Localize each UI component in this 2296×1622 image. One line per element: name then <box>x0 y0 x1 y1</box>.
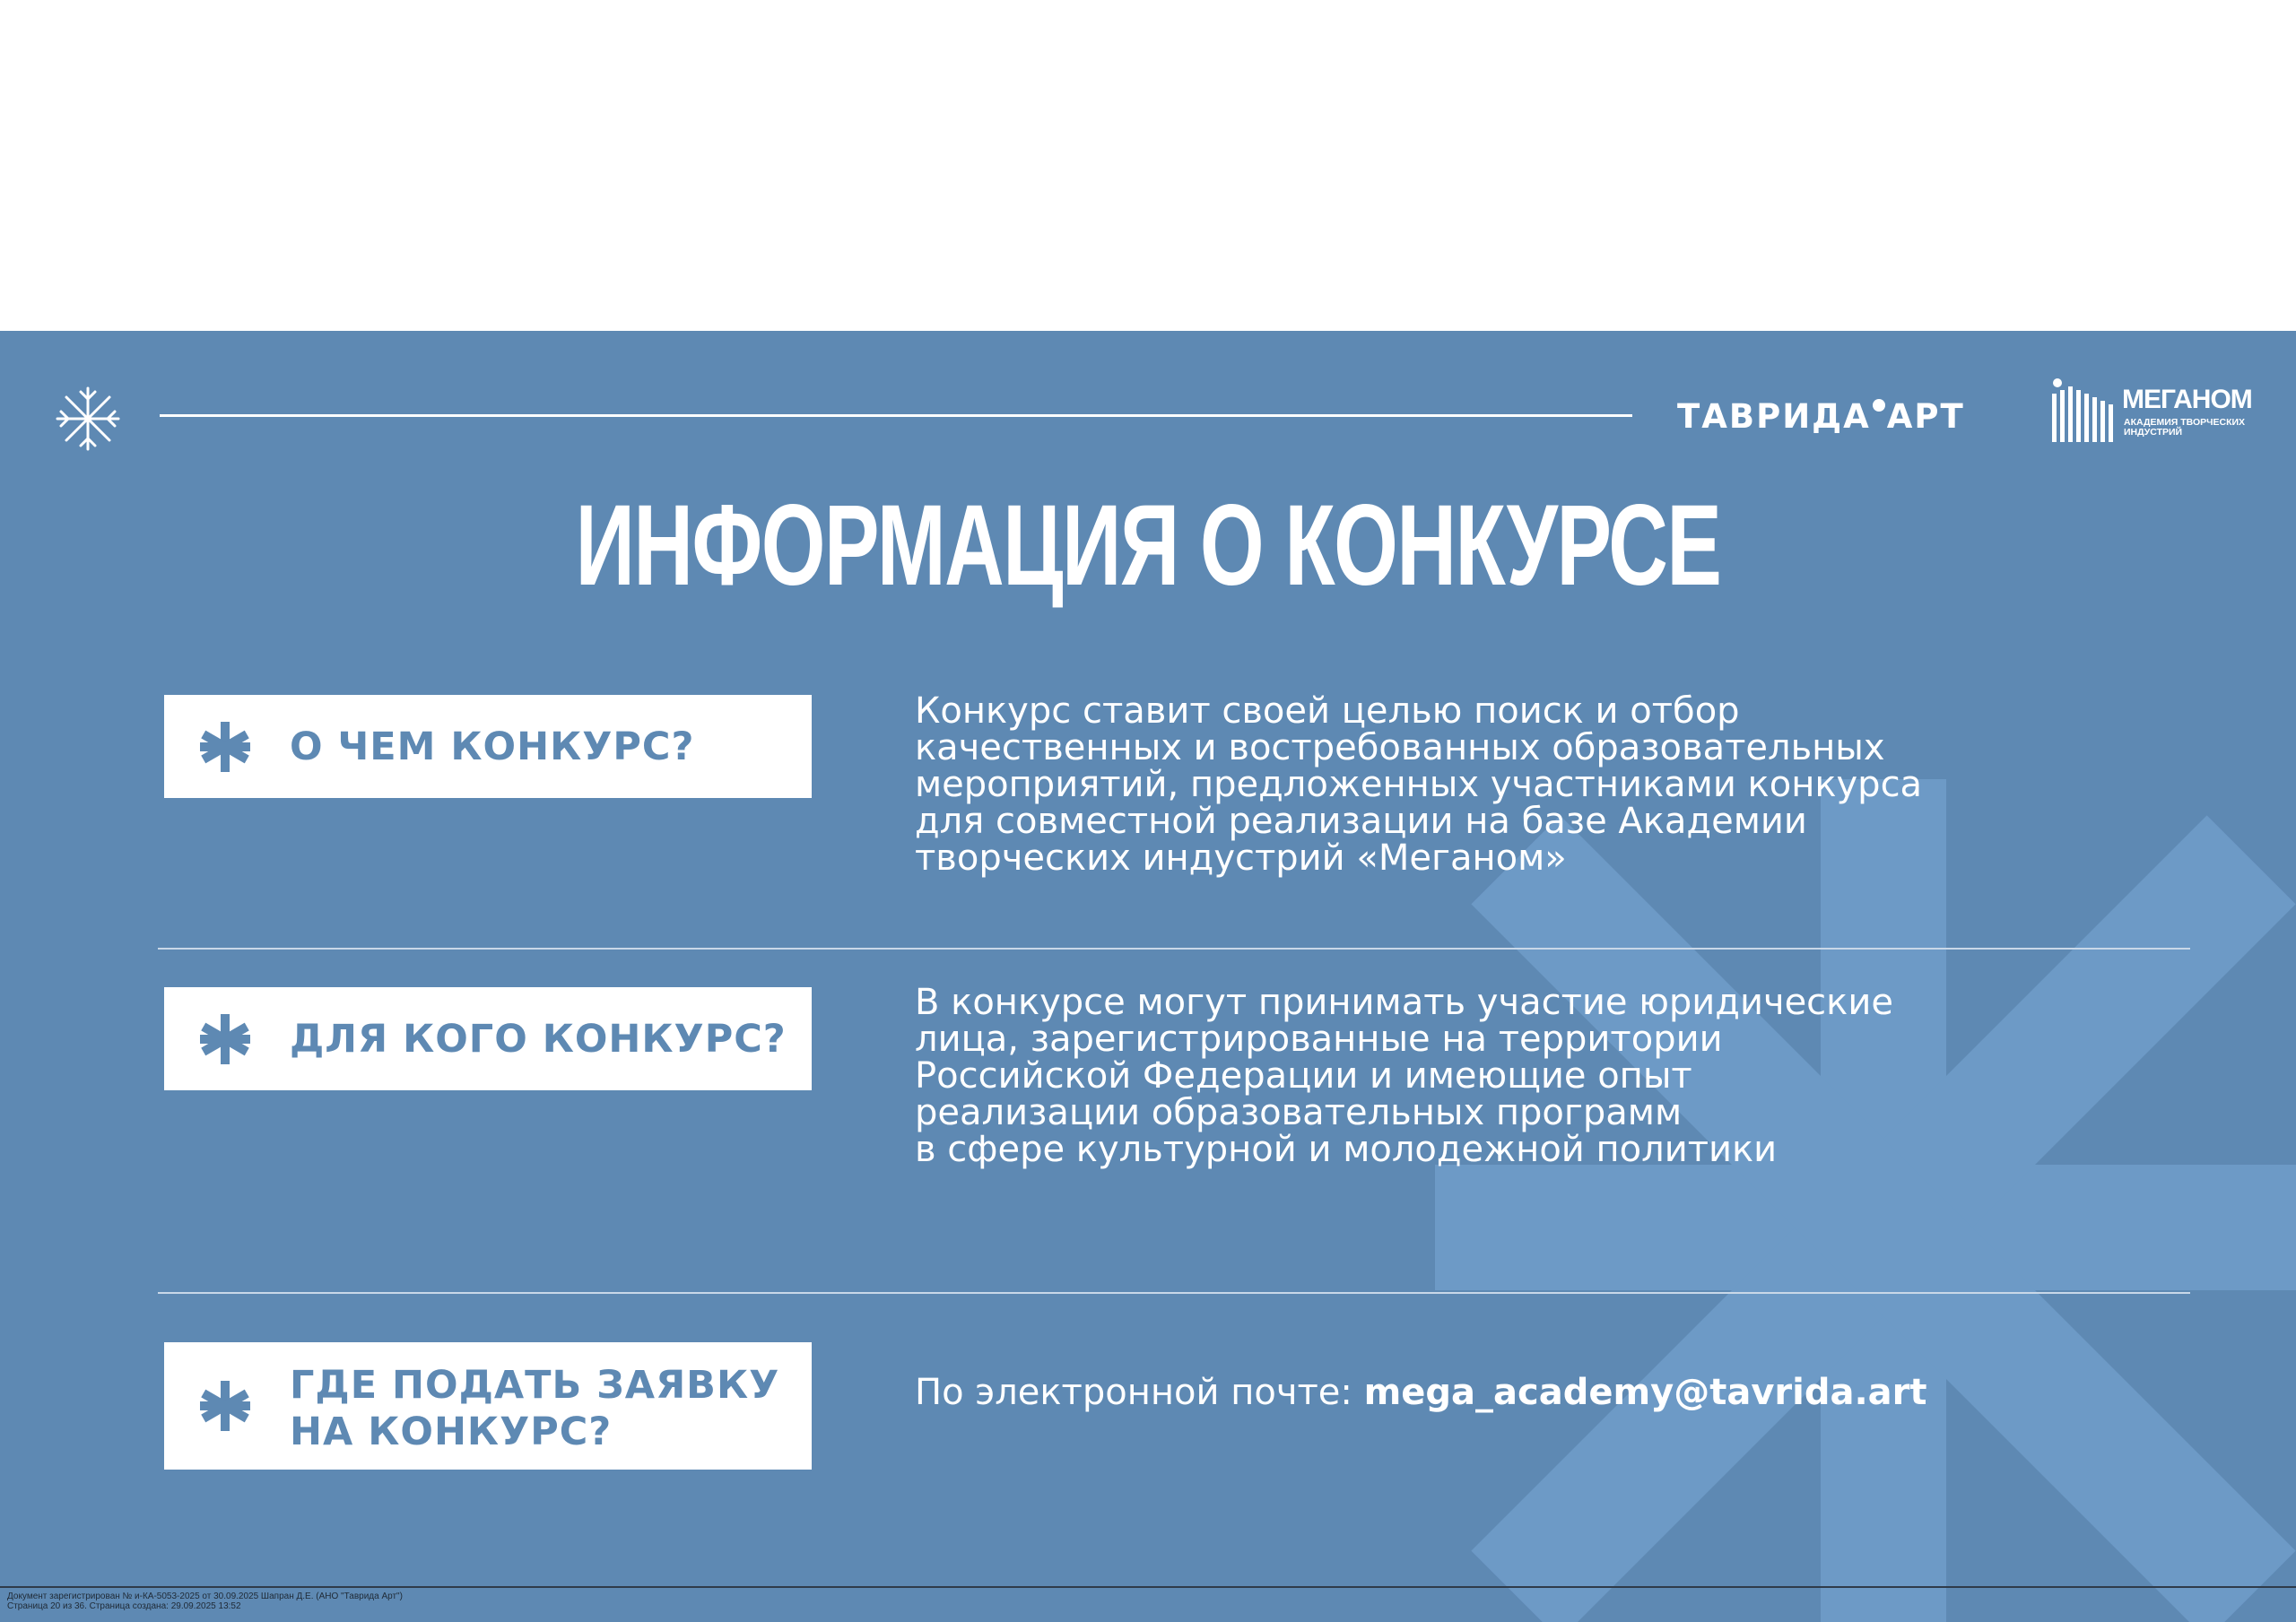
asterisk-icon <box>198 1012 252 1066</box>
info-slide <box>0 331 2296 1622</box>
footer-registration: Документ зарегистрирован № и-КА-5053-2025 от 30.09.2025 Шапран Д.Е. (АНО "Таврида Арт") Страница 20 из 36. Страница создана: 29.09.2025 13:52 <box>7 1592 403 1611</box>
meganom-logo: МЕГАНОМ АКАДЕМИЯ ТВОРЧЕСКИХ ИНДУСТРИЙ <box>2050 377 2248 449</box>
building-icon <box>2050 377 2115 444</box>
question-label: О ЧЕМ КОНКУРС? <box>290 724 695 769</box>
answer-text: Конкурс ставит своей целью поиск и отбор качественных и востребованных образовательных мероприятий, предложенных участниками конкурса для совместной реализации на базе Академии творческих индустрий «Меганом» <box>915 690 1923 879</box>
question-box-where <box>164 1342 812 1470</box>
section-divider <box>158 1292 2190 1294</box>
question-label: ДЛЯ КОГО КОНКУРС? <box>290 1017 787 1062</box>
asterisk-icon <box>198 1379 252 1433</box>
logo-dot-icon <box>1873 399 1885 412</box>
answer-text: В конкурсе могут принимать участие юридические лица, зарегистрированные на территории Российской Федерации и имеющие опыт реализации образовательных программ в сфере культурной и молодежной политики <box>915 982 1893 1170</box>
snowflake-icon <box>54 385 122 453</box>
section-divider <box>158 948 2190 950</box>
tavrida-art-logo: ТАВРИДА АРТ <box>1677 397 1965 436</box>
footer-divider <box>0 1586 2296 1588</box>
question-box-audience <box>164 987 812 1090</box>
background-asterisk-icon <box>1435 779 2296 1622</box>
contact-email[interactable]: mega_academy@tavrida.art <box>1363 1372 1927 1413</box>
question-label: ГДЕ ПОДАТЬ ЗАЯВКУ НА КОНКУРС? <box>290 1363 780 1454</box>
header-divider <box>160 414 1632 417</box>
question-box-about <box>164 695 812 798</box>
page-title: ИНФОРМАЦИЯ О КОНКУРСЕ <box>575 481 1721 610</box>
answer-text: По электронной почте: mega_academy@tavrida.art <box>915 1372 1927 1413</box>
asterisk-icon <box>198 720 252 774</box>
